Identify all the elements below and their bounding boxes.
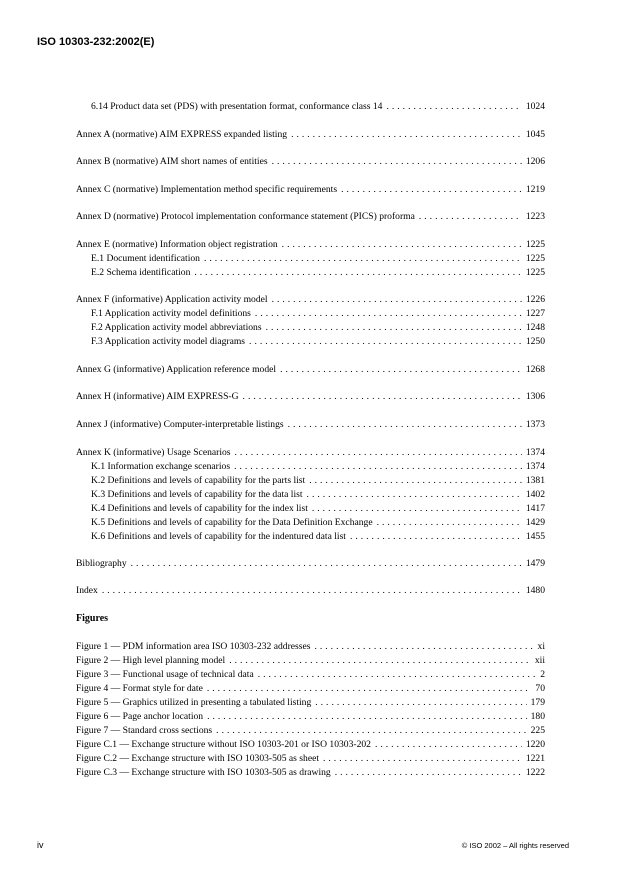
- figure-entry[interactable]: Figure 2 — High level planning model . . . xii: [76, 654, 545, 667]
- toc-entry[interactable]: K.6 Definitions and levels of capability for the indentured data list . . . 1455: [91, 530, 545, 543]
- toc-entry[interactable]: Annex B (normative) AIM short names of entities . . . 1206: [76, 155, 545, 168]
- figure-entry[interactable]: Figure 7 — Standard cross sections . . . 225: [76, 724, 545, 737]
- toc-entry[interactable]: K.2 Definitions and levels of capability for the parts list . . . 1381: [91, 474, 545, 487]
- toc-entry[interactable]: K.3 Definitions and levels of capability for the data list . . . 1402: [91, 488, 545, 501]
- copyright-notice: © ISO 2002 – All rights reserved: [461, 841, 569, 850]
- figure-entry[interactable]: Figure C.1 — Exchange structure without ISO 10303-201 or ISO 10303-202 . . . 1220: [76, 738, 545, 751]
- toc-entry[interactable]: Annex F (informative) Application activity model . . . 1226: [76, 293, 545, 306]
- toc-entry[interactable]: 6.14 Product data set (PDS) with presentation format, conformance class 14 . . . 1024: [91, 100, 545, 113]
- figure-entry[interactable]: Figure C.2 — Exchange structure with ISO 10303-505 as sheet . . . 1221: [76, 752, 545, 765]
- toc-entry[interactable]: F.1 Application activity model definitions . . . 1227: [91, 307, 545, 320]
- toc-entry[interactable]: K.4 Definitions and levels of capability for the index list . . . 1417: [91, 502, 545, 515]
- toc-entry[interactable]: K.1 Information exchange scenarios . . . 1374: [91, 460, 545, 473]
- figure-entry[interactable]: Figure 6 — Page anchor location . . . 180: [76, 710, 545, 723]
- toc-entry[interactable]: Annex G (informative) Application reference model . . . 1268: [76, 363, 545, 376]
- toc-entry[interactable]: Index . . . 1480: [76, 584, 545, 597]
- figure-entry[interactable]: Figure 3 — Functional usage of technical data . . . 2: [76, 668, 545, 681]
- toc-entry[interactable]: Annex H (informative) AIM EXPRESS-G . . . 1306: [76, 390, 545, 403]
- toc-entry[interactable]: Bibliography . . . 1479: [76, 557, 545, 570]
- figure-entry[interactable]: Figure 1 — PDM information area ISO 10303-232 addresses . . . xi: [76, 640, 545, 653]
- toc-entry[interactable]: Annex A (normative) AIM EXPRESS expanded listing . . . 1045: [76, 128, 545, 141]
- figure-entry[interactable]: Figure C.3 — Exchange structure with ISO 10303-505 as drawing . . . 1222: [76, 766, 545, 779]
- document-header: ISO 10303-232:2002(E): [37, 36, 155, 48]
- toc-entry[interactable]: E.2 Schema identification . . . 1225: [91, 266, 545, 279]
- toc-entry[interactable]: Annex K (informative) Usage Scenarios . . . 1374: [76, 446, 545, 459]
- toc-entry[interactable]: F.3 Application activity model diagrams . . . 1250: [91, 335, 545, 348]
- page-number: iv: [37, 840, 44, 850]
- toc-entry[interactable]: Annex E (normative) Information object registration . . . 1225: [76, 238, 545, 251]
- figure-entry[interactable]: Figure 4 — Format style for date . . . 70: [76, 682, 545, 695]
- toc-entry[interactable]: Annex D (normative) Protocol implementation conformance statement (PICS) proforma . . . 1223: [76, 210, 545, 223]
- figure-entry[interactable]: Figure 5 — Graphics utilized in presenting a tabulated listing . . . 179: [76, 696, 545, 709]
- toc-entry[interactable]: Annex C (normative) Implementation method specific requirements . . . 1219: [76, 183, 545, 196]
- toc-entry[interactable]: F.2 Application activity model abbreviations . . . 1248: [91, 321, 545, 334]
- figures-heading: Figures: [76, 613, 109, 624]
- toc-entry[interactable]: Annex J (informative) Computer-interpretable listings . . . 1373: [76, 418, 545, 431]
- toc-entry[interactable]: E.1 Document identification . . . 1225: [91, 252, 545, 265]
- toc-entry[interactable]: K.5 Definitions and levels of capability for the Data Definition Exchange . . . 1429: [91, 516, 545, 529]
